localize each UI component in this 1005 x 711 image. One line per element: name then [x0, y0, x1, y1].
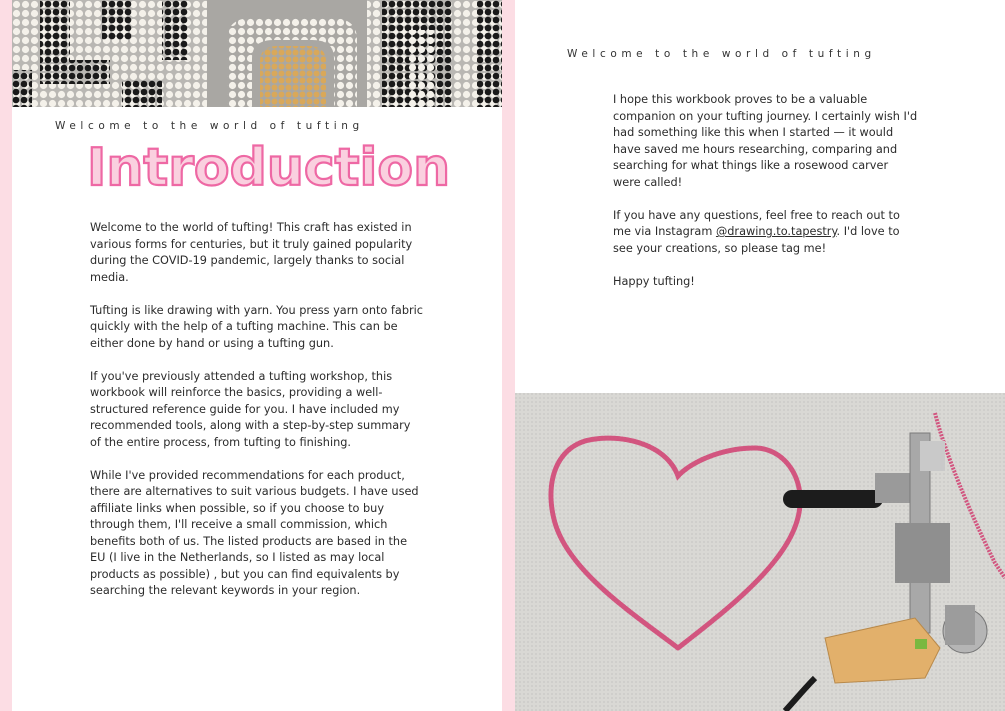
intro-paragraph: Tufting is like drawing with yarn. You press yarn onto fabric quickly with the help of a tufting machine. This can be either done by hand or using a tufting gun. [90, 303, 423, 350]
contact-text-before: If you have any questions, feel free to reach out to me via Instagram [613, 208, 900, 238]
instagram-handle-link[interactable]: @drawing.to.tapestry [715, 225, 837, 238]
left-page [12, 0, 502, 711]
intro-paragraph: Welcome to the world of tufting! This craft has existed in various forms for centuries, but it truly gained popularity during the COVID-19 pandemic, largely thanks to social media. [90, 221, 413, 284]
sign-off: Happy tufting! [613, 274, 695, 288]
right-page [515, 0, 1005, 711]
intro-paragraph: While I've provided recommendations for each product, there are alternatives to suit various budgets. I have used affiliate links when possible, so if you choose to buy through them, I'll receive a small commission, which benefits both of us. The listed products are based in the EU (I live in the Netherlands, so I listed as may local products as possible) , but you can find equivalents by searching the relevant keywords in your region. [90, 468, 419, 597]
tufting-gun-heart-photo [515, 393, 1005, 711]
section-kicker: Welcome to the world of tufting [55, 120, 364, 132]
contact-paragraph [613, 208, 919, 258]
closing-text [613, 92, 919, 307]
yarn-rug-photo [12, 0, 502, 107]
intro-text [90, 220, 424, 616]
section-kicker: Welcome to the world of tufting [567, 48, 876, 60]
intro-paragraph: If you've previously attended a tufting workshop, this workbook will reinforce the basics, providing a well-structured reference guide for you. I have included my recommended tools, along with a step-by-step summary of the entire process, from tufting to finishing. [90, 369, 411, 449]
page-title: Introduction [87, 138, 451, 198]
closing-paragraph: I hope this workbook proves to be a valuable companion on your tufting journey. I certainly wish I'd had something like this when I started — it would have saved me hours researching, comparing and searching for what things like a rosewood carver were called! [613, 93, 918, 189]
contact-text-after: . I'd love to see your creations, so please tag me! [613, 225, 900, 255]
